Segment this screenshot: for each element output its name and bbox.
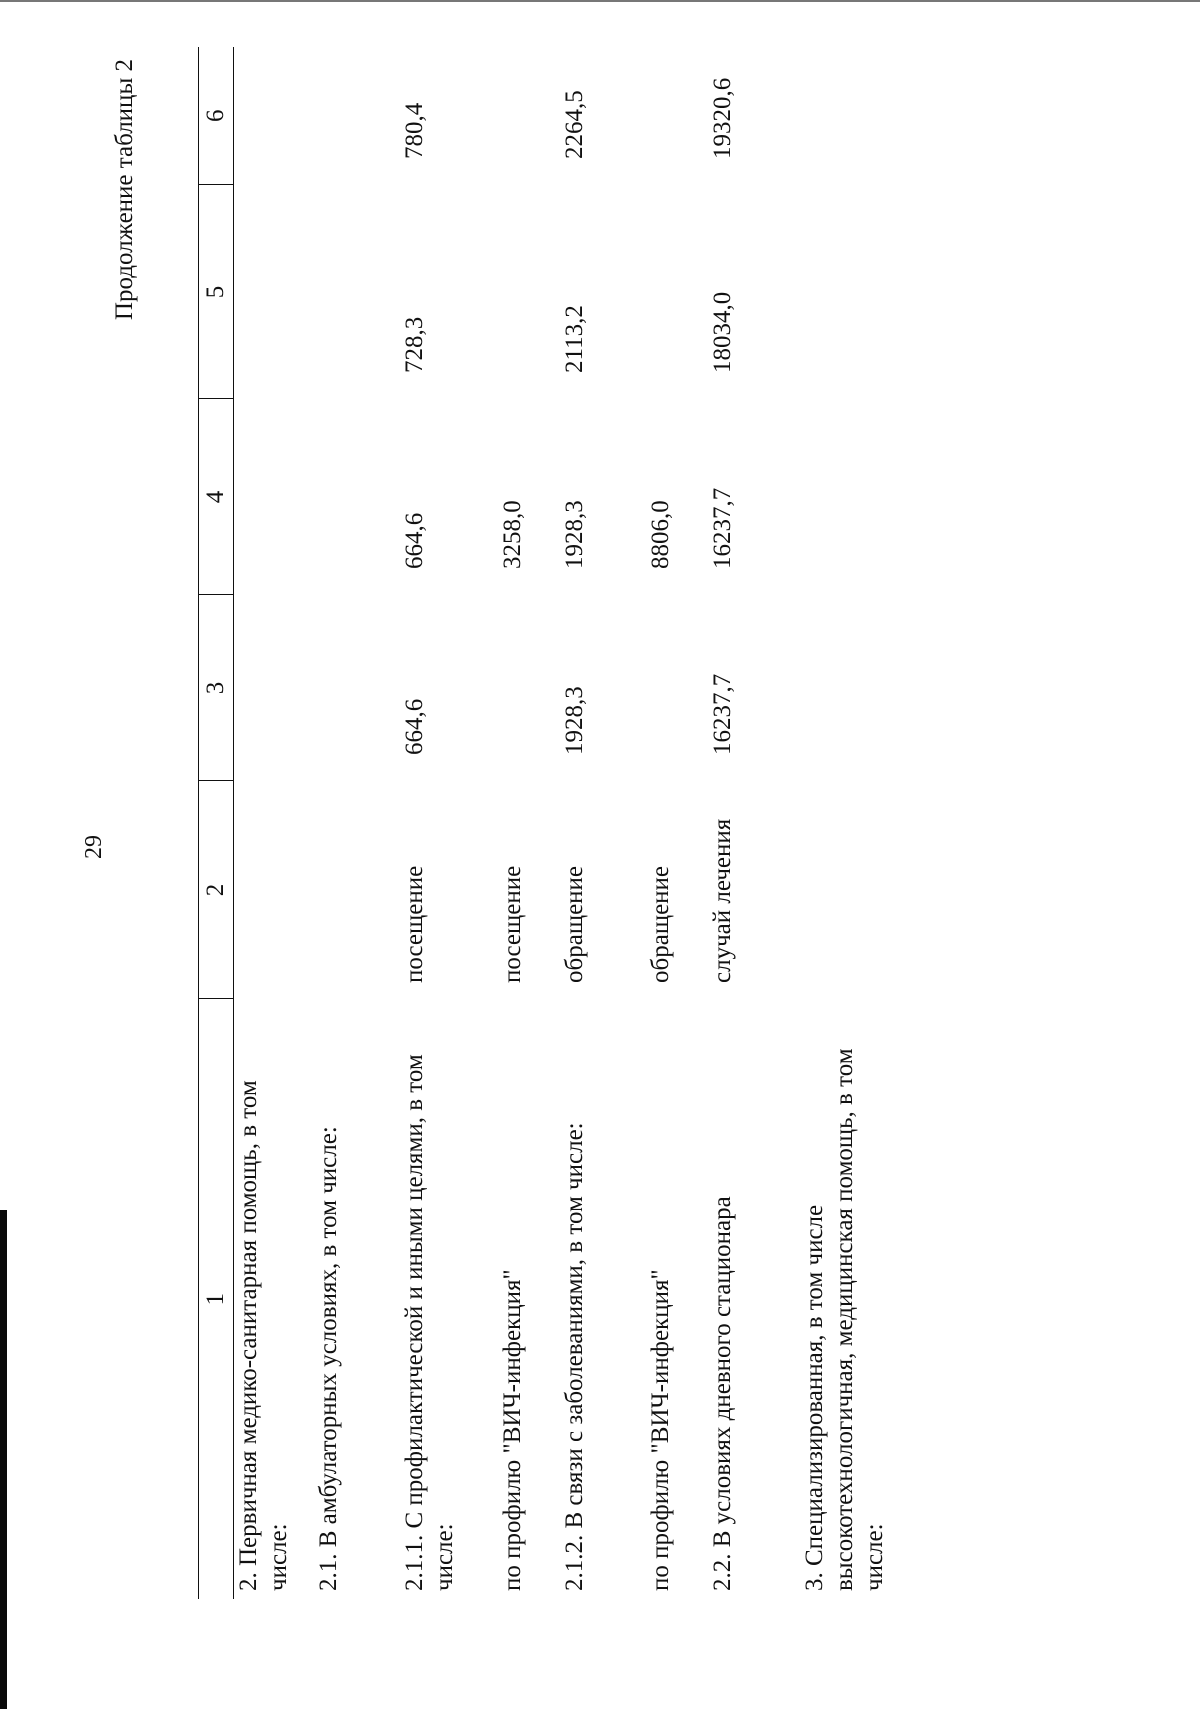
row-value-col4: 8806,0 [647,500,674,569]
column-header-6: 6 [199,47,234,185]
row-name: 3. Специализированная, в том числе высокотехнологичная, медицинская помощь, в том числе: [801,1048,888,1591]
row-value-col4: 1928,3 [561,500,588,569]
column-header-5: 5 [199,185,234,399]
row-value-col5: 728,3 [401,316,428,373]
column-header-4: 4 [199,399,234,595]
row-value-col5 [800,185,896,399]
row-value-col4: 3258,0 [499,500,526,569]
row-value-col4 [234,399,315,595]
row-value-col3 [234,595,315,781]
row-unit: случай лечения [709,818,736,983]
row-unit: посещение [401,865,428,983]
row-value-col3 [800,595,896,781]
row-value-col6: 780,4 [401,102,428,159]
table-row [708,47,800,1599]
row-value-col3 [498,595,560,781]
row-value-col3 [646,595,708,781]
column-header-1: 1 [199,999,234,1599]
row-value-col6: 2264,5 [561,90,588,159]
table-row [400,47,498,1599]
table-row [234,47,315,1599]
row-value-col4 [314,399,400,595]
data-table [198,47,896,1599]
row-value-col3 [314,595,400,781]
table-header [199,47,234,1599]
row-unit: посещение [499,865,526,983]
row-value-col3: 1928,3 [561,686,588,755]
row-unit: обращение [647,865,674,983]
row-value-col5: 2113,2 [561,305,588,373]
row-name: по профилю "ВИЧ-инфекция" [499,1269,526,1591]
row-value-col6 [498,47,560,185]
row-value-col5 [234,185,315,399]
row-unit [234,781,315,999]
row-value-col6 [314,47,400,185]
row-unit [314,781,400,999]
row-value-col6 [800,47,896,185]
row-value-col5: 18034,0 [709,291,736,373]
column-header-2: 2 [199,781,234,999]
table-continuation-label: Продолжение таблицы 2 [111,59,138,321]
row-value-col6 [234,47,315,185]
row-name: 2.1. В амбулаторных условиях, в том числе: [315,1126,342,1591]
table-container [198,47,896,1599]
table-body [234,47,897,1599]
row-value-col5 [498,185,560,399]
row-value-col6: 19320,6 [709,77,736,159]
row-name: 2.2. В условиях дневного стационара [709,1196,736,1591]
row-value-col3: 664,6 [401,698,428,755]
row-value-col4: 16237,7 [709,487,736,569]
row-unit [800,781,896,999]
row-name: 2.1.2. В связи с заболеваниями, в том числе: [561,1122,588,1591]
row-name: по профилю "ВИЧ-инфекция" [647,1269,674,1591]
row-value-col3: 16237,7 [709,673,736,755]
table-row [314,47,400,1599]
row-value-col6 [646,47,708,185]
table-row [646,47,708,1599]
row-value-col4: 664,6 [401,512,428,569]
table-row [800,47,896,1599]
row-unit: обращение [561,865,588,983]
row-value-col5 [646,185,708,399]
row-name: 2. Первичная медико-санитарная помощь, в том числе: [235,1080,292,1591]
table-row [498,47,560,1599]
table-row [560,47,646,1599]
row-value-col5 [314,185,400,399]
page-number: 29 [81,835,107,859]
column-header-3: 3 [199,595,234,781]
header-row [199,47,234,1599]
row-value-col4 [800,399,896,595]
row-name: 2.1.1. С профилактической и иными целями, в том числе: [401,1054,458,1591]
